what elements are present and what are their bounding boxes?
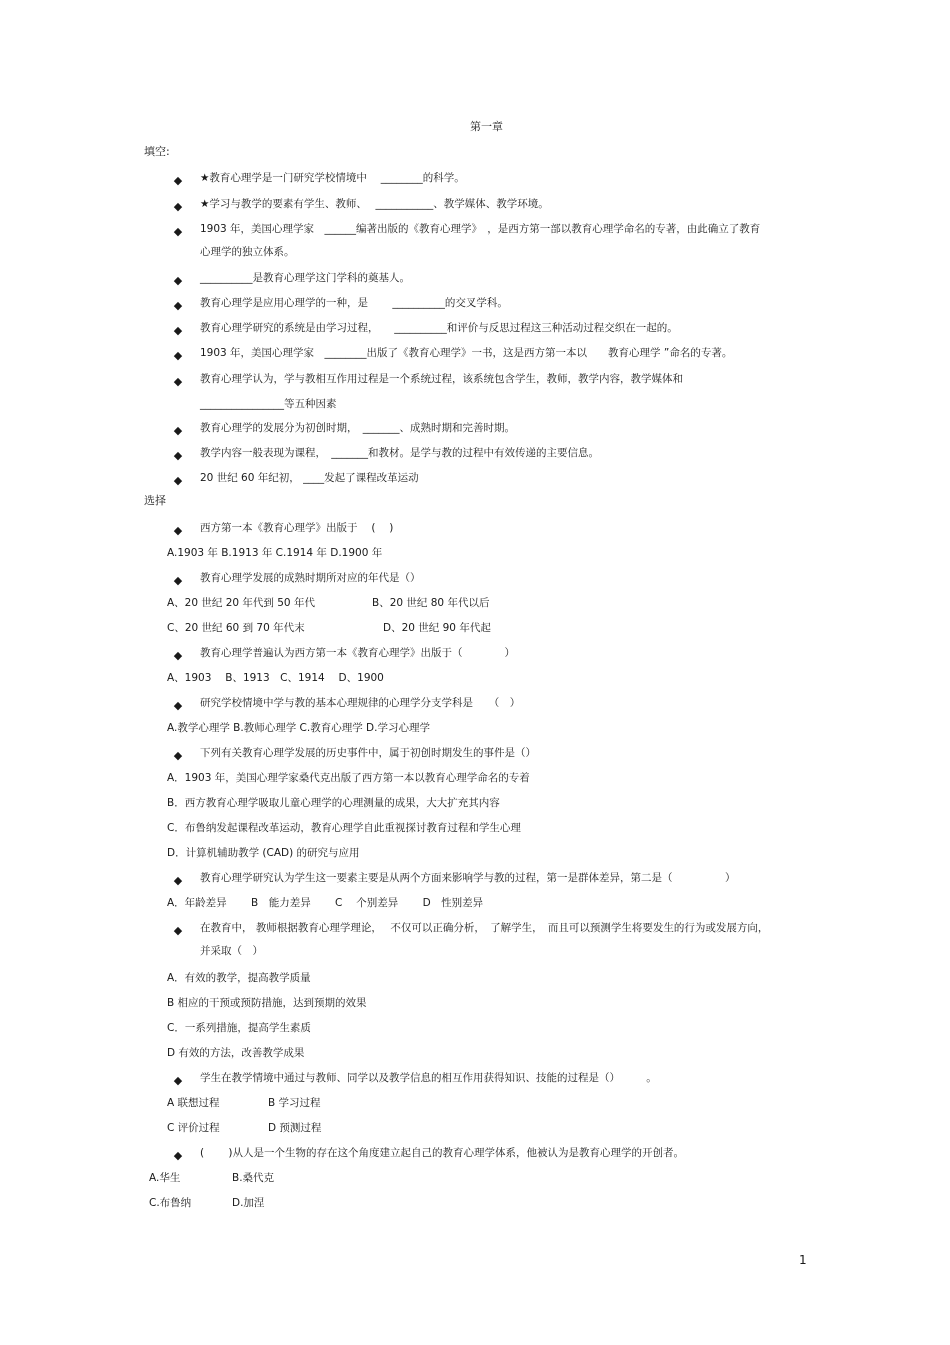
choice-option: D.加涅	[232, 1197, 265, 1209]
bullet-icon: ◆	[173, 649, 183, 662]
choice-question: 教育心理学研究认为学生这一要素主要是从两个方面来影响学与教的过程，第一是群体差异，第二是（ ）	[200, 872, 736, 884]
choice-option: B．西方教育心理学吸取儿童心理学的心理测量的成果，大大扩充其内容	[167, 797, 500, 809]
bullet-icon: ◆	[173, 924, 183, 937]
choice-options: A.教学心理学 B.教师心理学 C.教育心理学 D.学习心理学	[167, 722, 430, 734]
choice-options: A．年龄差异 B 能力差异 C 个别差异 D 性别差异	[167, 897, 484, 909]
choice-option: D 有效的方法，改善教学成果	[167, 1047, 305, 1059]
bullet-icon: ◆	[173, 874, 183, 887]
choice-option: A．1903 年，美国心理学家桑代克出版了西方第一本以教育心理学命名的专着	[167, 772, 530, 784]
fill-item: ★教育心理学是一门研究学校情境中 ________的科学。	[200, 172, 465, 184]
bullet-icon: ◆	[173, 699, 183, 712]
choice-option: A．有效的教学，提高教学质量	[167, 972, 311, 984]
choice-option: B 相应的干预或预防措施，达到预期的效果	[167, 997, 367, 1009]
choice-option: B、20 世纪 80 年代以后	[372, 597, 490, 609]
fill-item: 教学内容一般表现为课程， _______和教材。是学与教的过程中有效传递的主要信息。	[200, 447, 599, 459]
fill-item: __________是教育心理学这门学科的奠基人。	[200, 272, 410, 284]
bullet-icon: ◆	[173, 174, 183, 187]
bullet-icon: ◆	[173, 749, 183, 762]
bullet-icon: ◆	[173, 1074, 183, 1087]
bullet-icon: ◆	[173, 524, 183, 537]
bullet-icon: ◆	[173, 375, 183, 388]
choice-option: B.桑代克	[232, 1172, 275, 1184]
choice-option: B 学习过程	[268, 1097, 321, 1109]
bullet-icon: ◆	[173, 424, 183, 437]
bullet-icon: ◆	[173, 574, 183, 587]
choice-option: C．布鲁纳发起课程改革运动，教育心理学自此重视探讨教育过程和学生心理	[167, 822, 521, 834]
fill-item: 教育心理学研究的系统是由学习过程， __________和评价与反思过程这三种活动过程交织在一起的。	[200, 322, 678, 334]
choice-option: D．计算机辅助教学 (CAD) 的研究与应用	[167, 847, 360, 859]
choice-option: A、20 世纪 20 年代到 50 年代	[167, 597, 315, 609]
choice-options: A、1903 B、1913 C、1914 D、1900	[167, 672, 384, 684]
choice-option: C．一系列措施，提高学生素质	[167, 1022, 311, 1034]
choice-question: 学生在教学情境中通过与教师、同学以及教学信息的相互作用获得知识、技能的过程是（） 。	[200, 1072, 657, 1084]
chapter-title: 第一章	[470, 120, 503, 133]
bullet-icon: ◆	[173, 449, 183, 462]
choice-question: 西方第一本《教育心理学》出版于 ( )	[200, 522, 394, 534]
choice-heading: 选择	[144, 494, 166, 507]
choice-question: 教育心理学发展的成熟时期所对应的年代是（）	[200, 572, 421, 584]
choice-option: A 联想过程	[167, 1097, 220, 1109]
fill-item: 1903 年，美国心理学家 ________出版了《教育心理学》一书，这是西方第一本以 教育心理学 ”命名的专著。	[200, 347, 733, 359]
fill-in-heading: 填空:	[144, 145, 170, 158]
choice-options: A.1903 年 B.1913 年 C.1914 年 D.1900 年	[167, 547, 383, 559]
bullet-icon: ◆	[173, 1149, 183, 1162]
choice-option: C、20 世纪 60 到 70 年代末	[167, 622, 305, 634]
choice-question: 研究学校情境中学与教的基本心理规律的心理学分支学科是 （ ）	[200, 697, 521, 709]
fill-item: ★学习与教学的要素有学生、教师、 ___________、教学媒体、教学环境。	[200, 198, 549, 210]
fill-item: 20 世纪 60 年纪初， ____发起了课程改革运动	[200, 472, 419, 484]
bullet-icon: ◆	[173, 349, 183, 362]
fill-item-continuation: 心理学的独立体系。	[200, 246, 295, 258]
fill-item: 1903 年，美国心理学家 ______编著出版的《教育心理学》 ，是西方第一部以教育心理学命名的专著，由此确立了教育	[200, 223, 761, 235]
bullet-icon: ◆	[173, 274, 183, 287]
fill-item: 教育心理学的发展分为初创时期， _______、成熟时期和完善时期。	[200, 422, 515, 434]
fill-item: 教育心理学认为，学与教相互作用过程是一个系统过程，该系统包含学生，教师，教学内容，教学媒体和	[200, 373, 683, 385]
choice-option: C.布鲁纳	[149, 1197, 192, 1209]
choice-question-continuation: 并采取（ ）	[200, 945, 263, 957]
choice-option: D、20 世纪 90 年代起	[383, 622, 491, 634]
bullet-icon: ◆	[173, 200, 183, 213]
choice-option: D 预测过程	[268, 1122, 322, 1134]
bullet-icon: ◆	[173, 474, 183, 487]
bullet-icon: ◆	[173, 324, 183, 337]
choice-question: 教育心理学普遍认为西方第一本《教育心理学》出版于（ ）	[200, 647, 515, 659]
choice-option: C 评价过程	[167, 1122, 220, 1134]
page-number: 1	[799, 1253, 807, 1267]
choice-option: A.华生	[149, 1172, 181, 1184]
choice-question: 下列有关教育心理学发展的历史事件中，属于初创时期发生的事件是（）	[200, 747, 536, 759]
bullet-icon: ◆	[173, 299, 183, 312]
choice-question: ( )从人是一个生物的存在这个角度建立起自己的教育心理学体系，他被认为是教育心理学的开创者。	[200, 1147, 685, 1159]
bullet-icon: ◆	[173, 225, 183, 238]
choice-question: 在教育中， 教师根据教育心理学理论， 不仅可以正确分析， 了解学生， 而且可以预测学生将要发生的行为或发展方向，	[200, 922, 769, 934]
fill-item-continuation: ________________等五种因素	[200, 398, 337, 410]
fill-item: 教育心理学是应用心理学的一种，是 __________的交叉学科。	[200, 297, 508, 309]
